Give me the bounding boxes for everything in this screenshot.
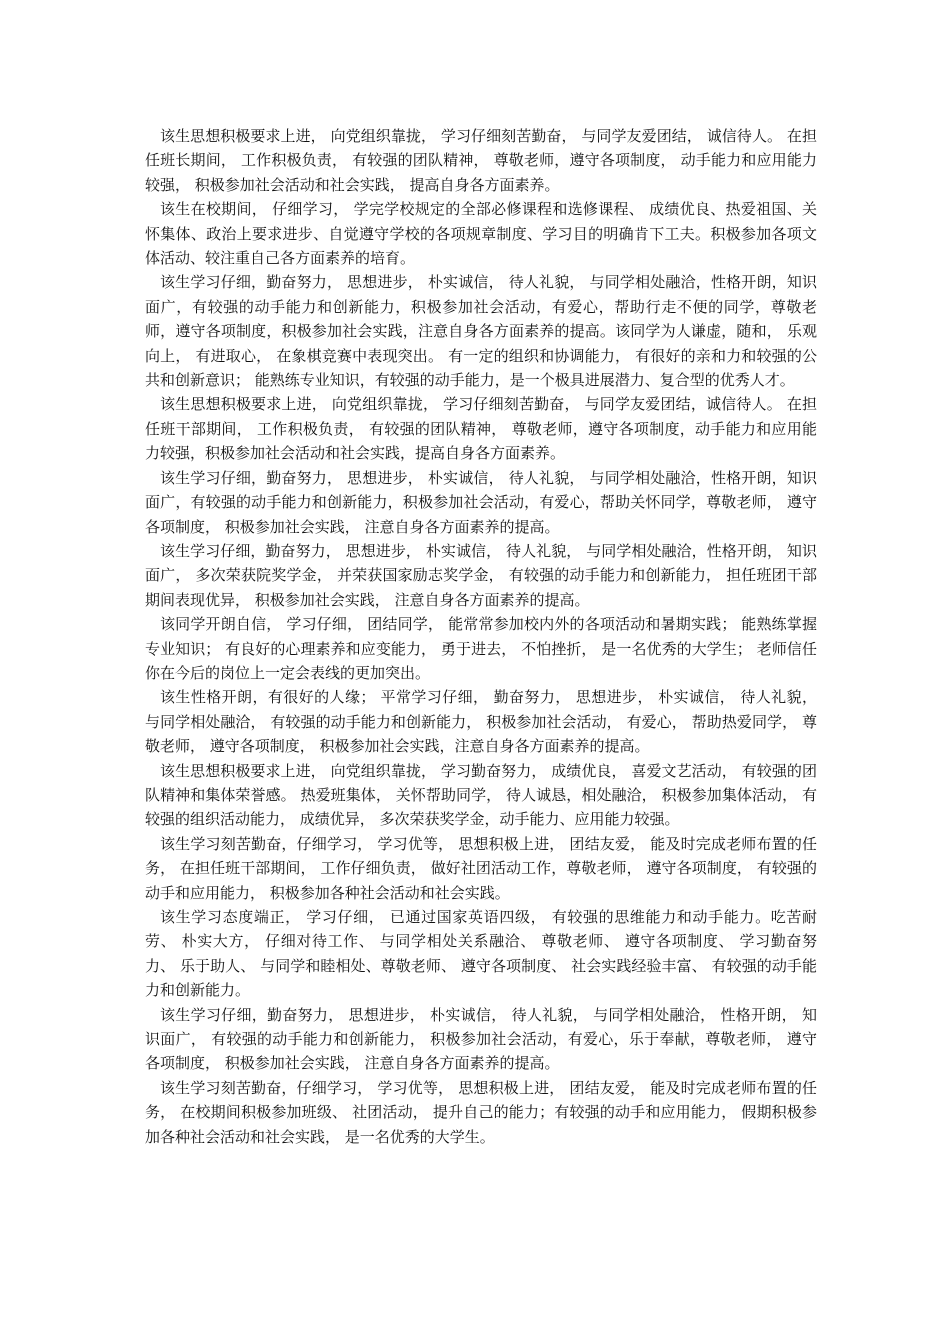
paragraph-6: 该生学习仔细，勤奋努力， 思想进步， 朴实诚信， 待人礼貌， 与同学相处融洽，性格开朗， 知识面广， 多次荣获院奖学金， 并荣获国家励志奖学金， 有较强的动手能力和创新能力， 担任班团干部期间表现优异， 积极参加社会实践， 注意自身各方面素养的提高。 bbox=[145, 541, 817, 609]
paragraph-11: 该生学习态度端正， 学习仔细， 已通过国家英语四级， 有较强的思维能力和动手能力。吃苦耐劳、 朴实大方， 仔细对待工作、 与同学相处关系融洽、 尊敬老师、 遵守各项制度、 学习勤奋努力、 乐于助人、 与同学和睦相处、尊敬老师、 遵守各项制度、 社会实践经验丰富、 有较强的动手能力和创新能力。 bbox=[145, 908, 817, 1000]
document-page bbox=[145, 124, 822, 1149]
paragraph-2: 该生在校期间， 仔细学习， 学完学校规定的全部必修课程和选修课程、 成绩优良、热爱祖国、关怀集体、政治上要求进步、自觉遵守学校的各项规章制度、学习目的明确肯下工夫。积极参加各项文体活动、较注重自己各方面素养的培育。 bbox=[145, 200, 817, 268]
paragraph-4: 该生思想积极要求上进， 向党组织靠拢， 学习仔细刻苦勤奋， 与同学友爱团结，诚信待人。 在担任班干部期间， 工作积极负责， 有较强的团队精神， 尊敬老师，遵守各项制度，动手能力和应用能力较强，积极参加社会活动和社会实践，提高自身各方面素养。 bbox=[145, 395, 817, 463]
paragraph-5: 该生学习仔细，勤奋努力， 思想进步， 朴实诚信， 待人礼貌， 与同学相处融洽，性格开朗，知识面广，有较强的动手能力和创新能力，积极参加社会活动，有爱心，帮助关怀同学，尊敬老师， 遵守各项制度， 积极参加社会实践， 注意自身各方面素养的提高。 bbox=[145, 468, 817, 536]
paragraph-7: 该同学开朗自信， 学习仔细， 团结同学， 能常常参加校内外的各项活动和暑期实践； 能熟练掌握专业知识； 有良好的心理素养和应变能力， 勇于进去， 不怕挫折， 是一名优秀的大学生； 老师信任你在今后的岗位上一定会表线的更加突出。 bbox=[145, 615, 817, 682]
paragraph-12: 该生学习仔细，勤奋努力， 思想进步， 朴实诚信， 待人礼貌， 与同学相处融洽， 性格开朗， 知识面广， 有较强的动手能力和创新能力， 积极参加社会活动，有爱心，乐于奉献，尊敬老师， 遵守各项制度， 积极参加社会实践， 注意自身各方面素养的提高。 bbox=[145, 1005, 817, 1073]
paragraph-8: 该生性格开朗，有很好的人缘； 平常学习仔细， 勤奋努力， 思想进步， 朴实诚信， 待人礼貌， 与同学相处融洽， 有较强的动手能力和创新能力， 积极参加社会活动， 有爱心， 帮助热爱同学， 尊敬老师， 遵守各项制度， 积极参加社会实践，注意自身各方面素养的提高。 bbox=[145, 688, 822, 756]
paragraph-3: 该生学习仔细，勤奋努力， 思想进步， 朴实诚信， 待人礼貌， 与同学相处融洽，性格开朗，知识面广，有较强的动手能力和创新能力，积极参加社会活动，有爱心，帮助行走不便的同学，尊敬老师，遵守各项制度，积极参加社会实践，注意自身各方面素养的提高。该同学为人谦虚，随和， 乐观向上， 有进取心， 在象棋竞赛中表现突出。 有一定的组织和协调能力， 有很好的亲和力和较强的公共和创新意识； 能熟练专业知识，有较强的动手能力，是一个极具进展潜力、复合型的优秀人才。 bbox=[145, 273, 817, 390]
paragraph-9: 该生思想积极要求上进， 向党组织靠拢， 学习勤奋努力， 成绩优良， 喜爱文艺活动， 有较强的团队精神和集体荣誉感。 热爱班集体， 关怀帮助同学， 待人诚恳，相处融洽， 积极参加集体活动， 有较强的组织活动能力， 成绩优异， 多次荣获奖学金，动手能力、应用能力较强。 bbox=[145, 761, 817, 829]
paragraph-13: 该生学习刻苦勤奋，仔细学习， 学习优等， 思想积极上进， 团结友爱， 能及时完成老师布置的任务， 在校期间积极参加班级、 社团活动， 提升自己的能力；有较强的动手和应用能力， 假期积极参加各种社会活动和社会实践， 是一名优秀的大学生。 bbox=[145, 1078, 817, 1146]
paragraph-1: 该生思想积极要求上进， 向党组织靠拢， 学习仔细刻苦勤奋， 与同学友爱团结， 诚信待人。 在担任班长期间， 工作积极负责， 有较强的团队精神， 尊敬老师，遵守各项制度， 动手能力和应用能力较强， 积极参加社会活动和社会实践， 提高自身各方面素养。 bbox=[145, 127, 817, 194]
paragraph-10: 该生学习刻苦勤奋，仔细学习， 学习优等， 思想积极上进， 团结友爱， 能及时完成老师布置的任务， 在担任班干部期间， 工作仔细负责， 做好社团活动工作，尊敬老师， 遵守各项制度， 有较强的动手和应用能力， 积极参加各种社会活动和社会实践。 bbox=[145, 834, 817, 902]
